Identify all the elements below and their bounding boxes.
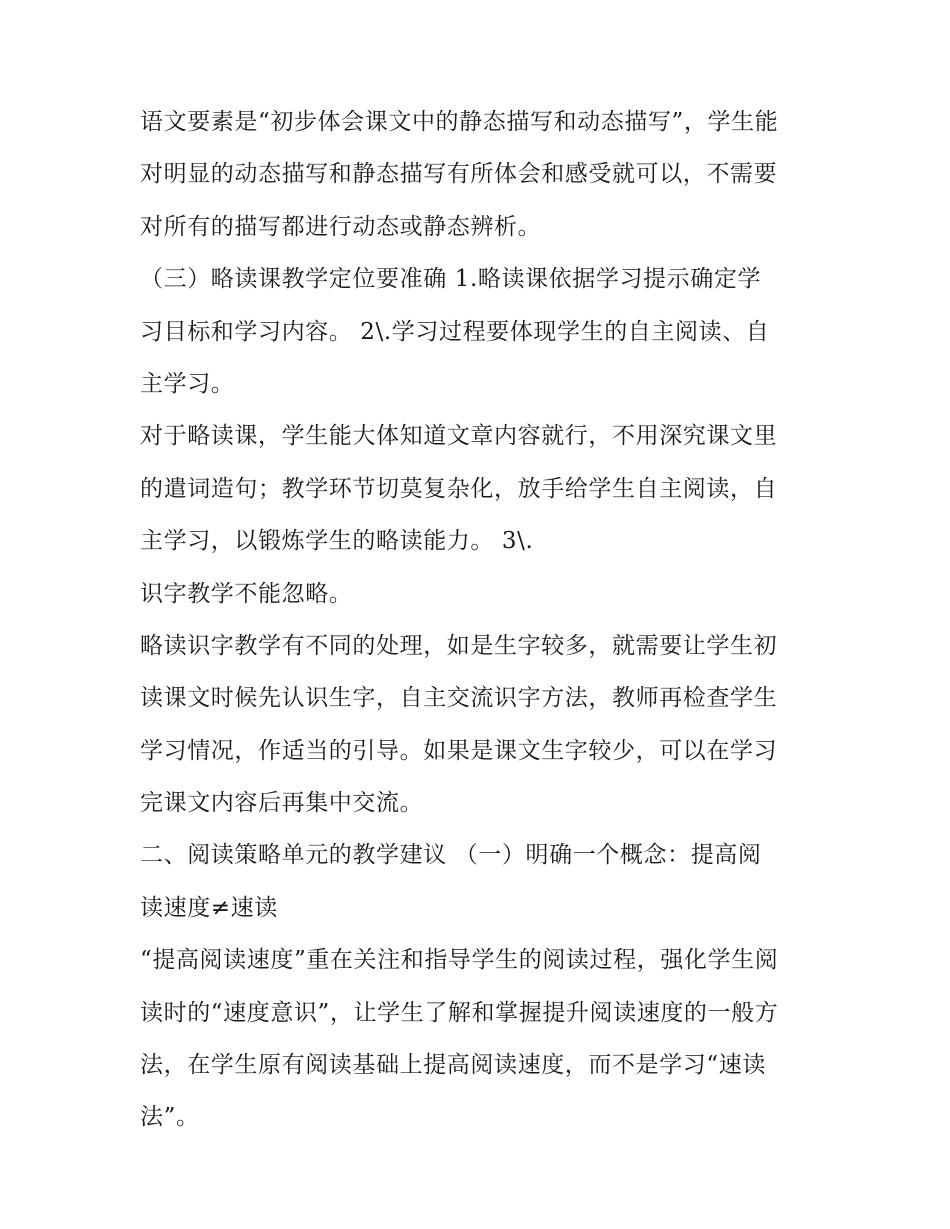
text-line: 的遣词造句；教学环节切莫复杂化，放手给学生自主阅读，自: [140, 475, 778, 502]
text-line: 主学习。: [140, 370, 235, 397]
section-heading-line: （三）略读课教学定位要准确 1.略读课依据学习提示确定学: [140, 266, 762, 293]
section-heading-line: 二、阅读策略单元的教学建议 （一）明确一个概念：提高阅: [140, 842, 762, 869]
text-line: 对明显的动态描写和静态描写有所体会和感受就可以，不需要: [140, 161, 778, 188]
text-line: 对所有的描写都进行动态或静态辨析。: [140, 213, 542, 240]
text-line: 完课文内容后再集中交流。: [140, 790, 424, 817]
text-line: 主学习，以锻炼学生的略读能力。 3\.: [140, 528, 534, 555]
text-line: 读速度≠速读: [140, 894, 278, 921]
text-line: 读课文时候先认识生字，自主交流识字方法，教师再检查学生: [140, 685, 778, 712]
text-line: 略读识字教学有不同的处理，如是生字较多，就需要让学生初: [140, 632, 778, 659]
text-line: “提高阅读速度”重在关注和指导学生的阅读过程，强化学生阅: [140, 947, 779, 974]
text-line: 读时的“速度意识”，让学生了解和掌握提升阅读速度的一般方: [140, 999, 779, 1026]
text-line: 学习情况，作适当的引导。如果是课文生字较少，可以在学习: [140, 737, 778, 764]
text-line: 对于略读课，学生能大体知道文章内容就行，不用深究课文里: [140, 423, 778, 450]
text-line: 识字教学不能忽略。: [140, 580, 353, 607]
text-line: 法”。: [140, 1104, 200, 1131]
text-line: 习目标和学习内容。 2\.学习过程要体现学生的自主阅读、自: [140, 318, 770, 345]
text-line: 语文要素是“初步体会课文中的静态描写和动态描写”，学生能: [140, 109, 779, 135]
text-line: 法，在学生原有阅读基础上提高阅读速度，而不是学习“速读: [140, 1052, 766, 1079]
document-body: [140, 108, 820, 1156]
